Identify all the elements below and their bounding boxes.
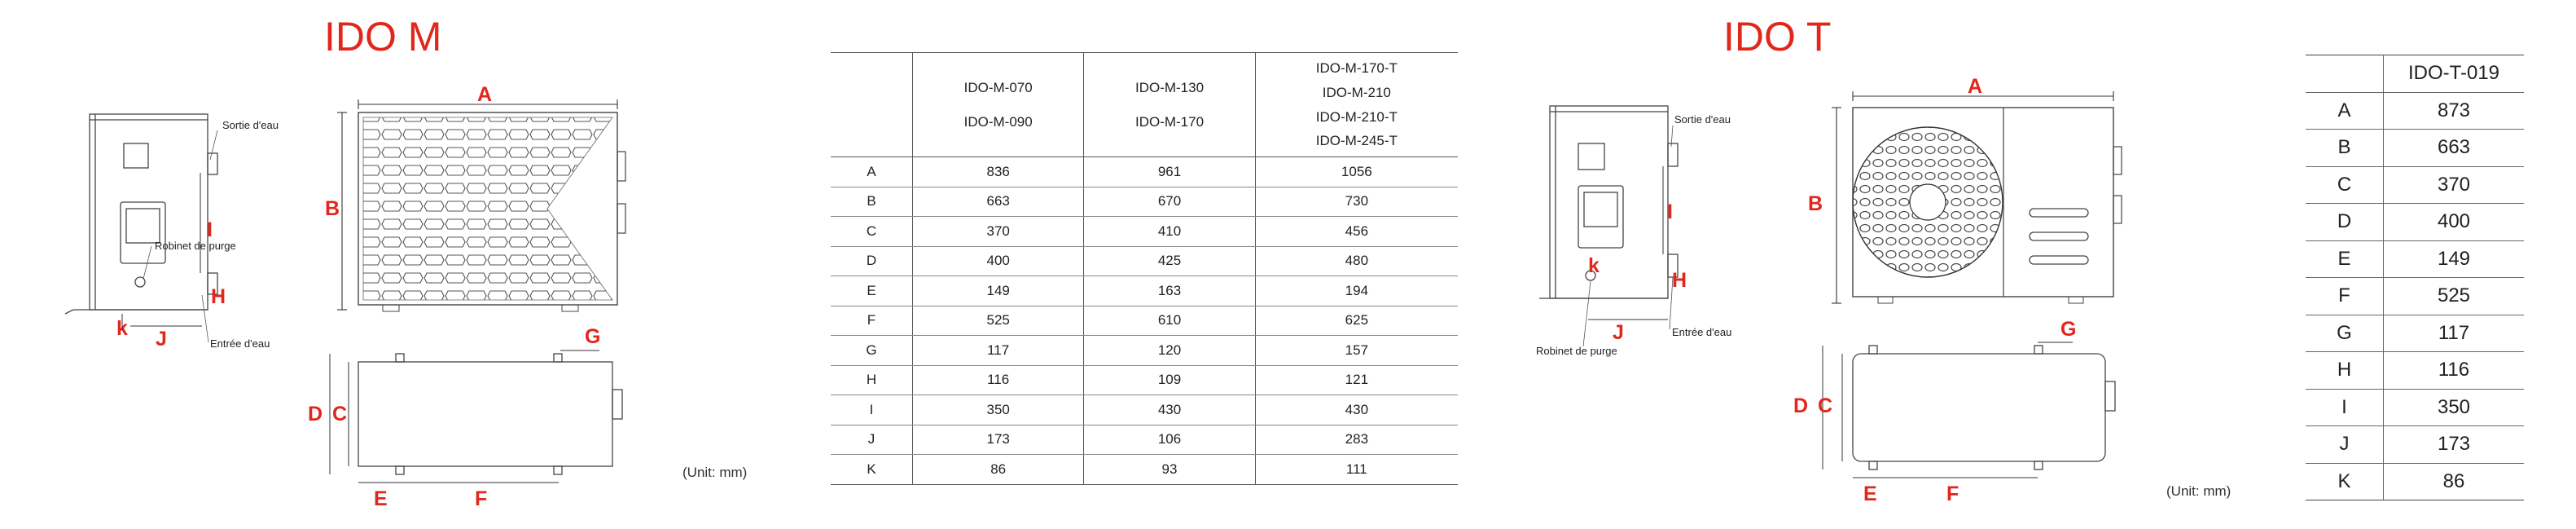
table-row: J 173 106 283 [831,425,1458,455]
table-row: K 86 [2306,463,2524,500]
table-row: A 873 [2306,92,2524,130]
ido-m-label-a: A [477,83,493,106]
ido-m-label-g: G [585,325,601,348]
ido-t-table-header [2306,55,2524,93]
ido-m-title: IDO M [324,14,442,60]
table-row: E 149 163 194 [831,276,1458,306]
ido-t-label-f: F [1946,483,1959,505]
ido-m-label-h: H [211,285,226,308]
ido-m-drawing [0,0,814,529]
ido-m-label-b: B [325,197,340,220]
table-row: I 350 [2306,389,2524,426]
table-row: F 525 [2306,278,2524,315]
ido-m-note-outlet: Sortie d'eau [222,119,279,131]
ido-m-dimensions-table [831,52,1458,485]
ido-t-label-h: H [1672,269,1687,292]
ido-t-header-blank [2306,55,2384,93]
table-row: I 350 430 430 [831,395,1458,425]
ido-t-dimensions-table [2306,55,2524,500]
table-row: D 400 425 480 [831,246,1458,276]
ido-m-label-d: D [308,403,323,425]
table-row: F 525 610 625 [831,306,1458,336]
ido-m-side-view [65,114,217,314]
ido-t-label-c: C [1818,395,1833,417]
ido-t-label-e: E [1863,483,1877,505]
ido-t-side-view [1539,106,1678,298]
ido-m-label-e: E [374,487,388,510]
ido-m-header-col2: IDO-M-130 IDO-M-170 [1084,53,1255,157]
ido-t-label-j: J [1613,321,1624,344]
table-row: A 836 961 1056 [831,157,1458,187]
ido-m-front-view [358,112,625,311]
ido-m-label-k: k [116,317,128,340]
ido-m-header-blank [831,53,913,157]
ido-t-label-i: I [1667,201,1673,223]
ido-t-label-d: D [1793,395,1809,417]
ido-m-label-j: J [156,328,167,350]
table-row: C 370 [2306,166,2524,204]
table-row: B 663 [2306,130,2524,167]
ido-m-note-drain: Robinet de purge [155,240,236,252]
ido-m-label-f: F [475,487,488,510]
ido-m-label-i: I [207,218,213,241]
table-row: H 116 [2306,352,2524,390]
table-row: G 117 [2306,315,2524,352]
ido-m-label-c: C [332,403,348,425]
table-row: J 173 [2306,426,2524,464]
table-row: G 117 120 157 [831,336,1458,366]
ido-t-label-k: k [1588,254,1600,277]
table-row: K 86 93 111 [831,455,1458,485]
ido-t-top-view [1853,346,2115,469]
ido-t-unit: (Unit: mm) [2166,483,2232,499]
ido-t-label-b: B [1808,192,1823,215]
ido-m-note-inlet: Entrée d'eau [210,337,270,350]
ido-t-note-drain: Robinet de purge [1536,345,1617,357]
ido-t-header-model: IDO-T-019 [2407,62,2500,85]
ido-t-label-g: G [2060,318,2077,341]
ido-m-header-col1: IDO-M-070 IDO-M-090 [913,53,1084,157]
table-row: B 663 670 730 [831,187,1458,217]
table-row: E 149 [2306,240,2524,278]
ido-t-drawing [1507,0,2280,529]
ido-m-table-header [831,53,1458,157]
table-row: H 116 109 121 [831,365,1458,395]
ido-t-note-outlet: Sortie d'eau [1674,113,1731,126]
ido-t-title: IDO T [1723,14,1832,60]
ido-m-top-view [358,354,622,474]
ido-m-unit: (Unit: mm) [682,465,748,480]
ido-t-label-a: A [1968,75,1983,98]
ido-t-front-view [1853,108,2122,303]
ido-m-header-col3: IDO-M-170-T IDO-M-210 IDO-M-210-T IDO-M-245-T [1255,53,1458,157]
table-row: D 400 [2306,204,2524,241]
table-row: C 370 410 456 [831,217,1458,247]
ido-t-note-inlet: Entrée d'eau [1672,326,1732,338]
